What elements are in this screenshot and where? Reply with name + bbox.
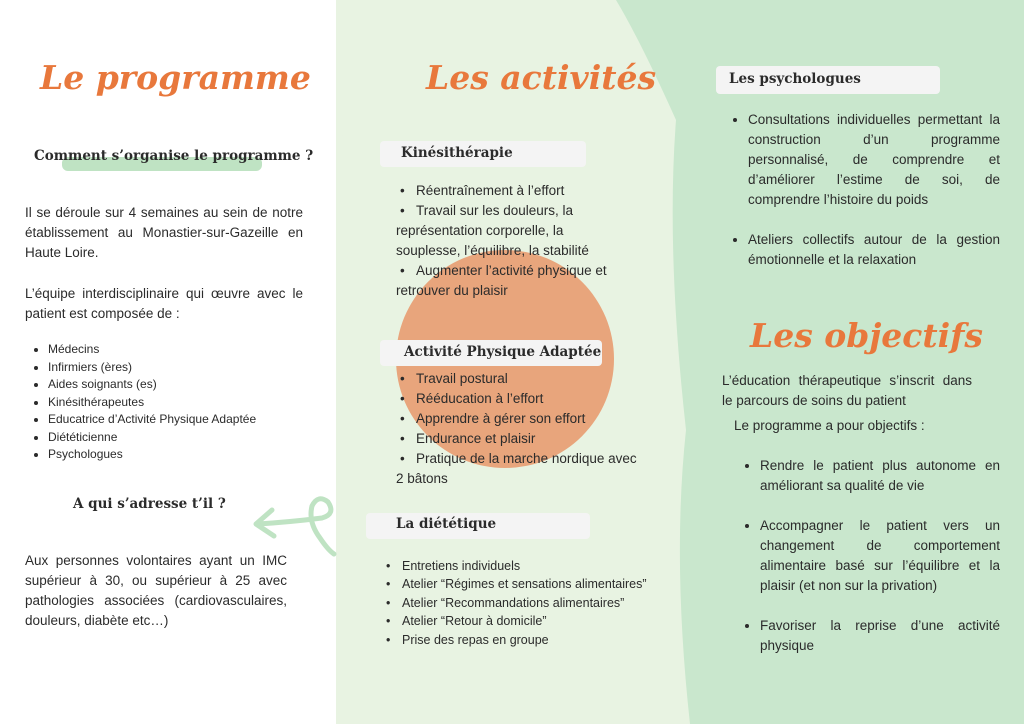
heading-kinesitherapie: Kinésithérapie <box>401 145 513 161</box>
apa-list <box>396 369 646 489</box>
objectifs-list <box>728 456 1000 676</box>
list-item: • Augmenter l’activité physique et retrouver du plaisir <box>396 261 624 301</box>
kine-list <box>396 181 624 301</box>
question-organisation: Comment s’organise le programme ? <box>34 148 314 164</box>
title-les-activites: Les activités <box>426 58 657 97</box>
list-item: • Prise des repas en groupe <box>382 631 672 649</box>
list-item: • Favoriser la reprise d’une activité physique <box>760 616 1000 656</box>
list-item: • Endurance et plaisir <box>396 429 646 449</box>
list-item: • Atelier “Recommandations alimentaires” <box>382 594 672 612</box>
heading-les-psychologues: Les psychologues <box>729 71 861 87</box>
list-item: • Infirmiers (ères) <box>48 359 328 377</box>
paragraph-team-intro: L’équipe interdisciplinaire qui œuvre avec le patient est composée de : <box>25 286 303 321</box>
list-item: • Médecins <box>48 341 328 359</box>
paragraph-audience: Aux personnes volontaires ayant un IMC supérieur à 30, ou supérieur à 25 avec pathologies associées (cardiovasculaires, douleurs, diabète etc…) <box>25 553 287 628</box>
list-item: • Rendre le patient plus autonome en améliorant sa qualité de vie <box>760 456 1000 496</box>
list-item: • Pratique de la marche nordique avec 2 bâtons <box>396 449 646 489</box>
title-les-objectifs: Les objectifs <box>750 316 983 355</box>
list-item: • Réentraînement à l’effort <box>396 181 624 201</box>
list-item: • Ateliers collectifs autour de la gestion émotionnelle et la relaxation <box>748 230 1000 270</box>
paragraph-objectifs-intro: L’éducation thérapeutique s’inscrit dans le parcours de soins du patient <box>722 373 972 408</box>
list-item: • Travail postural <box>396 369 646 389</box>
title-le-programme: Le programme <box>40 58 311 97</box>
list-item: • Diététicienne <box>48 429 328 447</box>
heading-activite-physique-adaptee: Activité Physique Adaptée <box>404 344 602 360</box>
paragraph-location: Il se déroule sur 4 semaines au sein de notre établissement au Monastier-sur-Gazeille en Haute Loire. <box>25 205 303 260</box>
list-item: • Kinésithérapeutes <box>48 394 328 412</box>
diet-list <box>382 557 672 649</box>
list-item: • Atelier “Retour à domicile” <box>382 612 672 630</box>
list-item: • Psychologues <box>48 446 328 464</box>
list-item: • Apprendre à gérer son effort <box>396 409 646 429</box>
heading-la-dietetique: La diététique <box>396 516 497 532</box>
list-item: • Entretiens individuels <box>382 557 672 575</box>
list-item: • Educatrice d’Activité Physique Adaptée <box>48 411 328 429</box>
list-item: • Rééducation à l’effort <box>396 389 646 409</box>
paragraph-objectifs-lead: Le programme a pour objectifs : <box>734 418 925 433</box>
list-item: • Travail sur les douleurs, la représentation corporelle, la souplesse, l’équilibre, la stabilité <box>396 201 624 261</box>
question-audience: A qui s’adresse t’il ? <box>73 496 226 512</box>
team-list <box>28 341 328 464</box>
psy-list <box>716 110 1000 290</box>
list-item: • Atelier “Régimes et sensations alimentaires” <box>382 575 672 593</box>
list-item: • Accompagner le patient vers un changement de comportement alimentaire basé sur l’équilibre et la plaisir (et non sur la privation) <box>760 516 1000 596</box>
list-item: • Consultations individuelles permettant la construction d’un programme personnalisé, de comprendre et d’améliorer l’estime de soi, de comprendre l’histoire du poids <box>748 110 1000 210</box>
list-item: • Aides soignants (es) <box>48 376 328 394</box>
